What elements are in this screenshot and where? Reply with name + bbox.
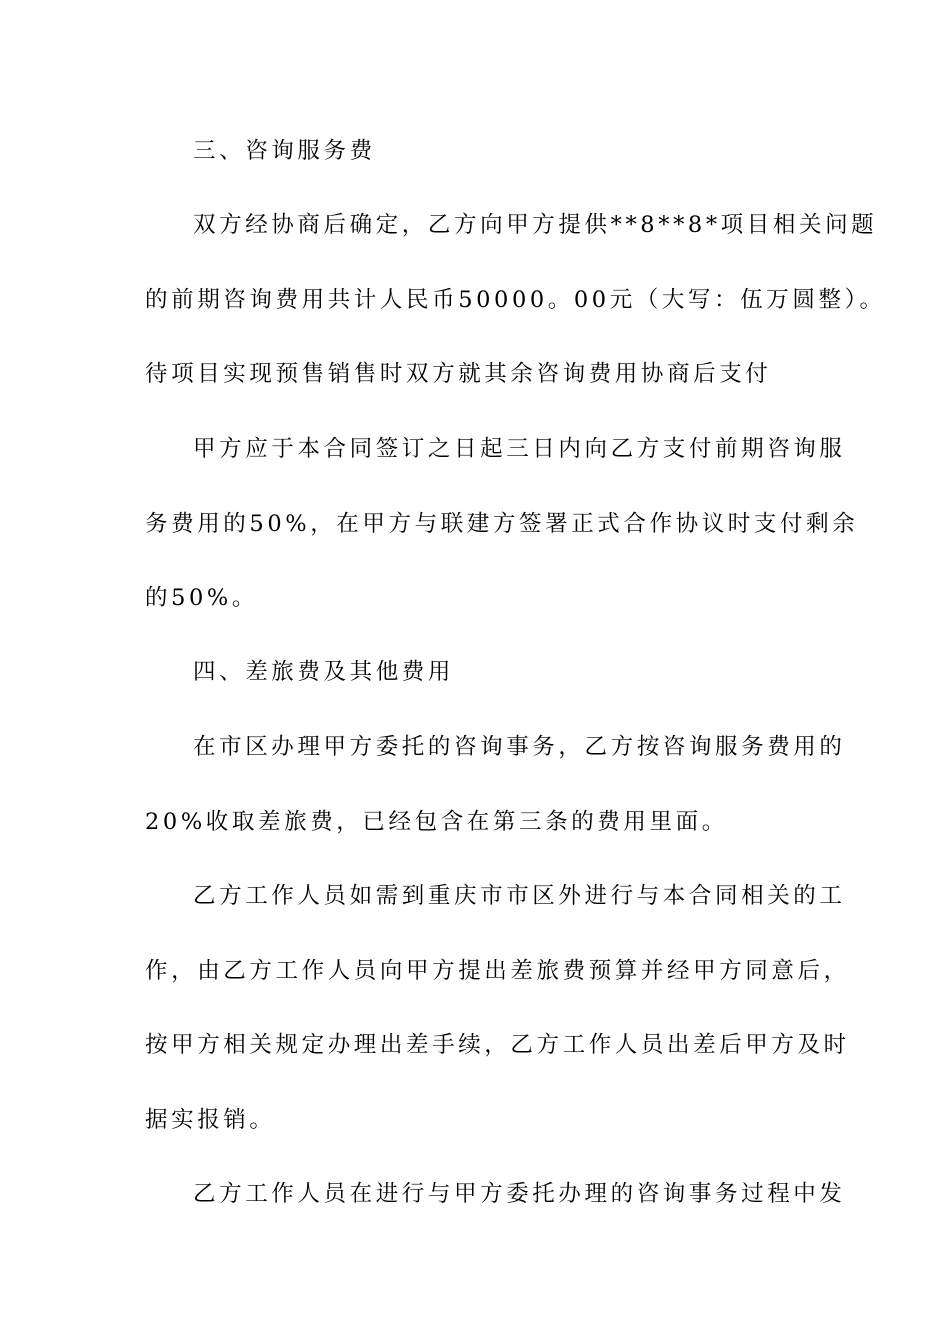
paragraph-line: 务费用的50%，在甲方与联建方签署正式合作协议时支付剩余 bbox=[145, 511, 859, 537]
paragraph-line: 待项目实现预售销售时双方就其余咨询费用协商后支付 bbox=[145, 361, 772, 387]
paragraph-line: 乙方工作人员如需到重庆市市区外进行与本合同相关的工 bbox=[193, 883, 846, 909]
paragraph-line: 20%收取差旅费，已经包含在第三条的费用里面。 bbox=[145, 809, 728, 835]
paragraph-line: 双方经协商后确定，乙方向甲方提供**8**8*项目相关问题 bbox=[193, 212, 878, 238]
section-heading-consulting-fee: 三、咨询服务费 bbox=[193, 138, 376, 164]
paragraph-line: 在市区办理甲方委托的咨询事务，乙方按咨询服务费用的 bbox=[193, 734, 846, 760]
paragraph-line: 的50%。 bbox=[145, 585, 259, 611]
paragraph-line: 作，由乙方工作人员向甲方提出差旅费预算并经甲方同意后， bbox=[145, 958, 850, 984]
paragraph-line: 乙方工作人员在进行与甲方委托办理的咨询事务过程中发 bbox=[193, 1181, 846, 1207]
paragraph-line: 甲方应于本合同签订之日起三日内向乙方支付前期咨询服 bbox=[193, 436, 846, 462]
paragraph-line: 的前期咨询费用共计人民币50000。00元（大写：伍万圆整）。 bbox=[145, 287, 886, 313]
paragraph-line: 据实报销。 bbox=[145, 1107, 276, 1133]
paragraph-line: 按甲方相关规定办理出差手续，乙方工作人员出差后甲方及时 bbox=[145, 1032, 850, 1058]
section-heading-travel-expenses: 四、差旅费及其他费用 bbox=[193, 659, 455, 685]
